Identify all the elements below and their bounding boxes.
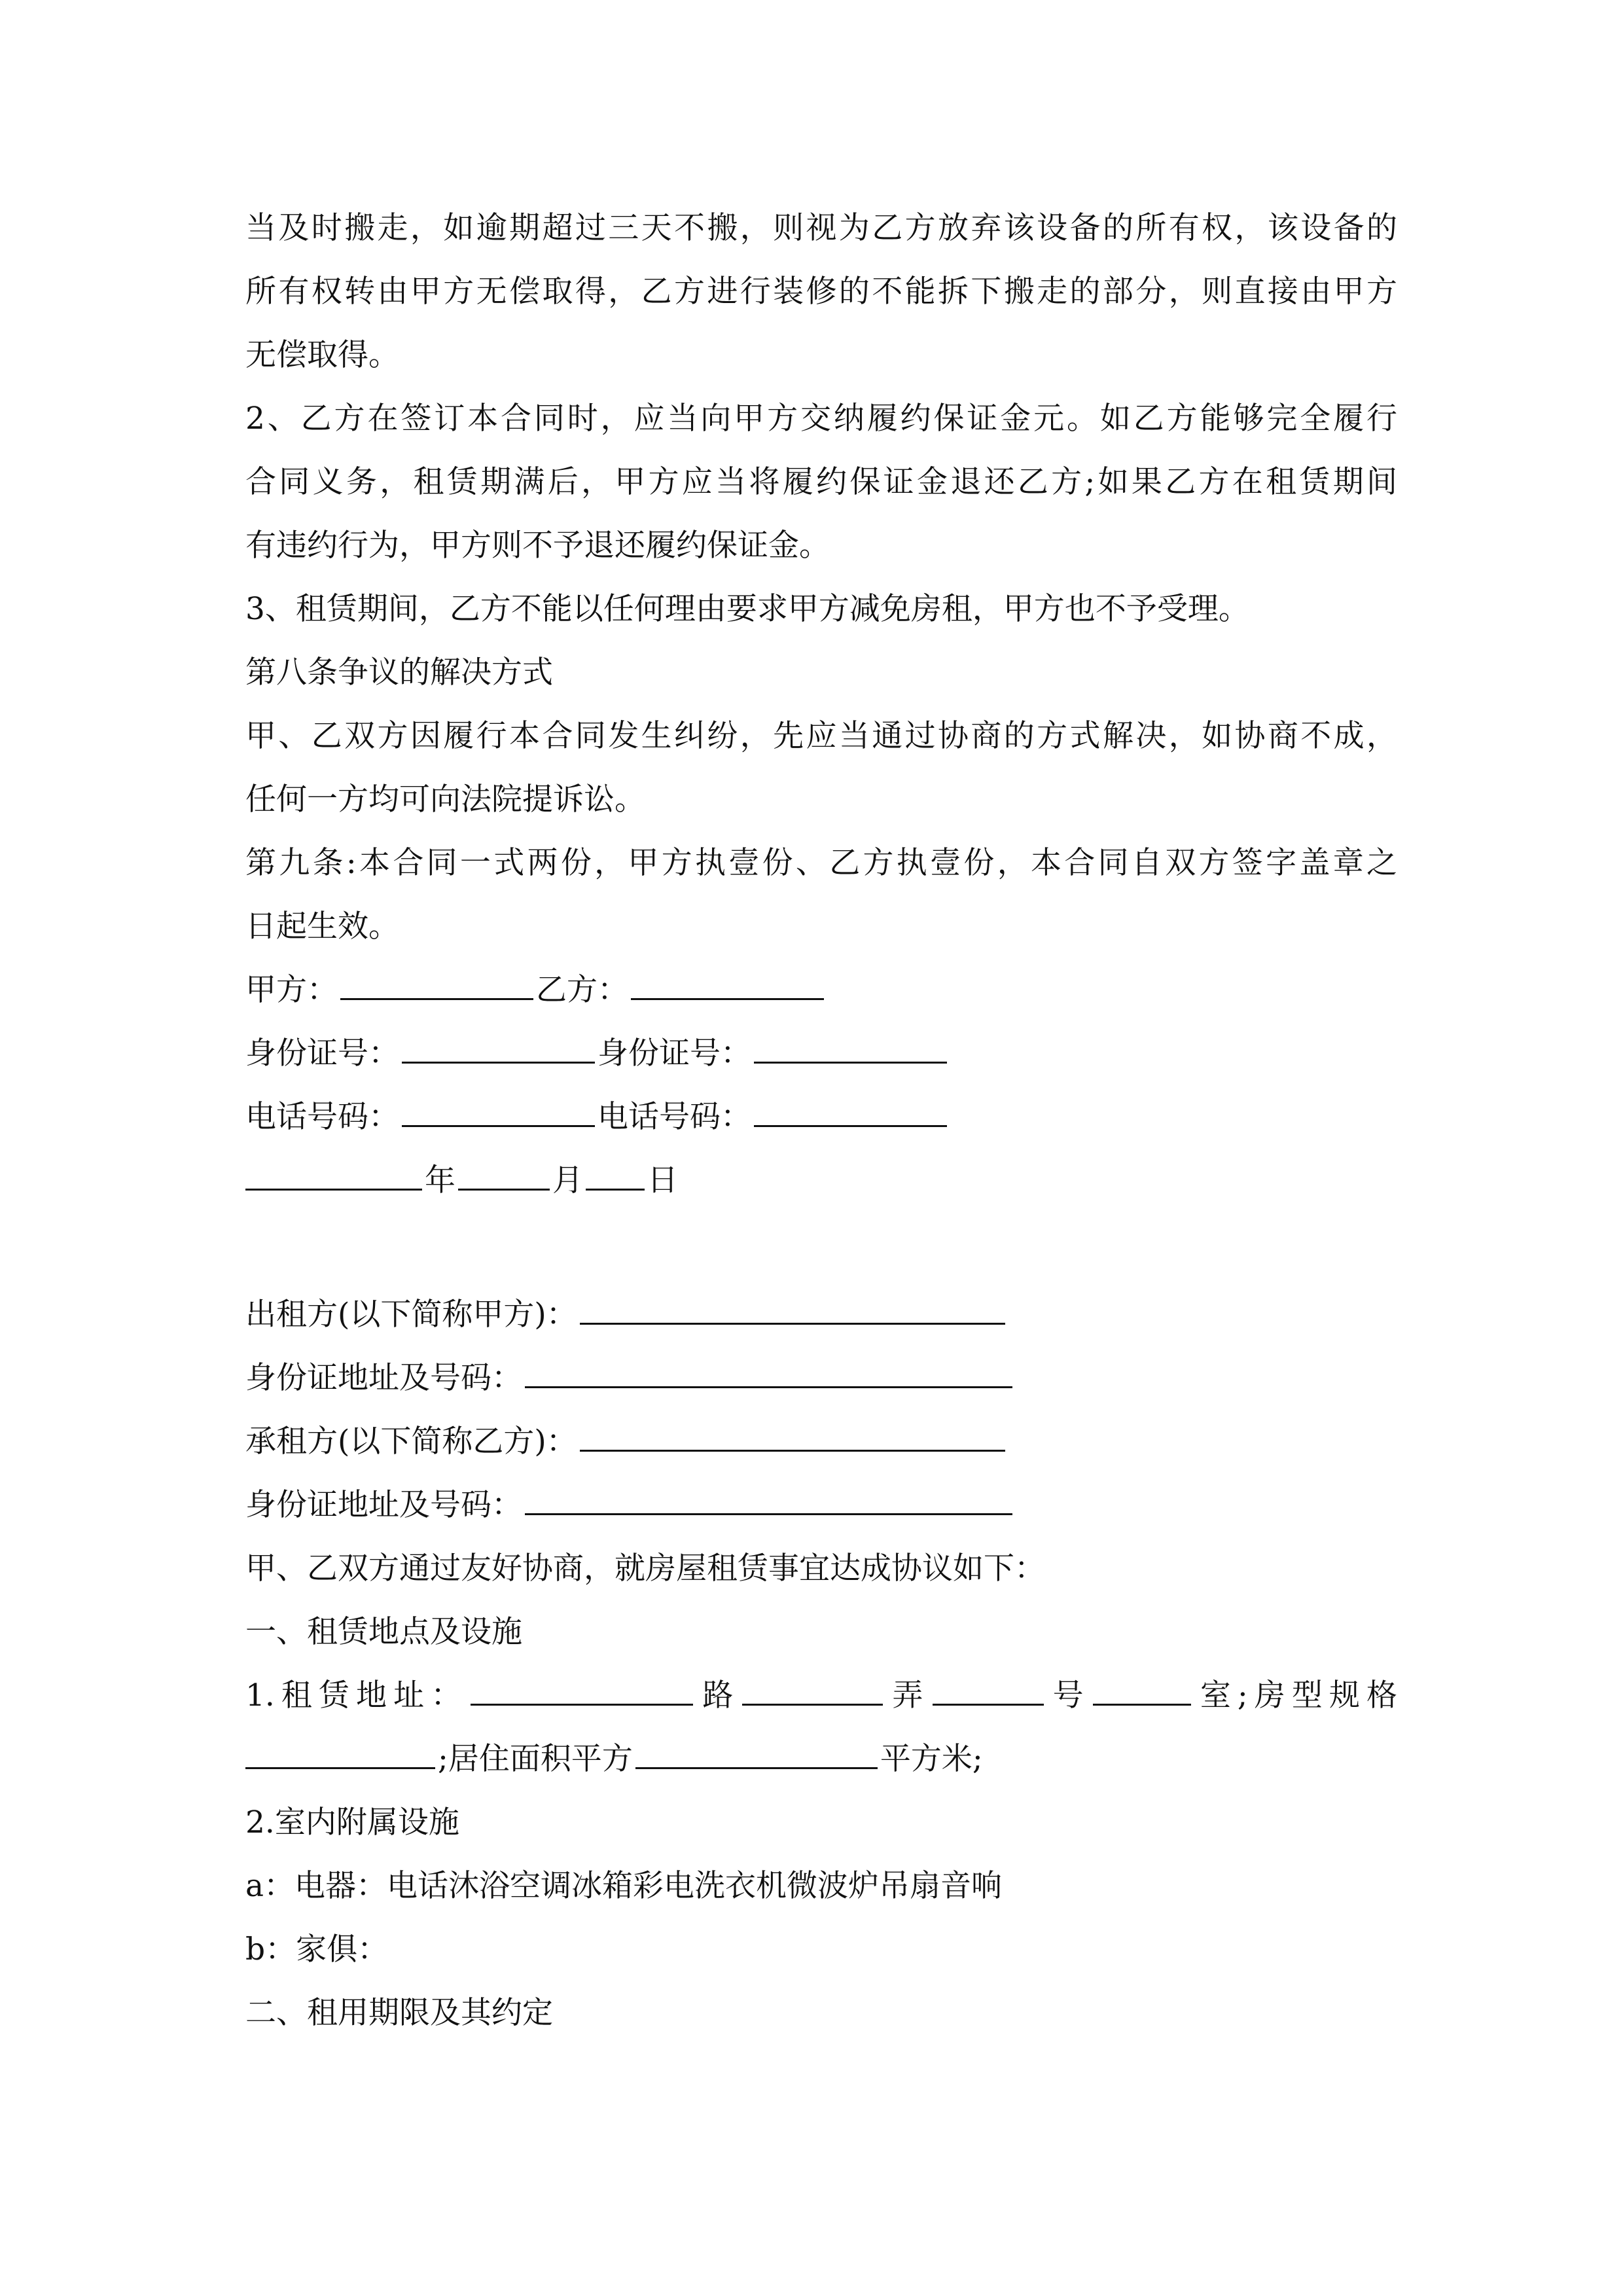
- paragraph-line: 有违约行为，甲方则不予退还履约保证金。: [245, 528, 830, 564]
- id-address-label: 身份证地址及号码：: [245, 1360, 522, 1396]
- signature-phone-row: [245, 1085, 950, 1149]
- article-9-line: 日起生效。: [245, 908, 399, 944]
- year-blank[interactable]: [245, 1155, 422, 1191]
- area-blank[interactable]: [635, 1733, 878, 1769]
- area-row: [245, 1727, 983, 1791]
- month-label: 月: [552, 1162, 583, 1198]
- lessee-id-blank[interactable]: [525, 1479, 1012, 1515]
- phone-label: 电话号码：: [597, 1099, 751, 1135]
- phone-a-blank[interactable]: [402, 1091, 595, 1127]
- lessor-label: 出租方(以下简称甲方)：: [245, 1297, 577, 1333]
- address-blank[interactable]: [471, 1670, 693, 1706]
- lessor-id-row: [245, 1346, 1015, 1410]
- signature-party-row: [245, 958, 827, 1022]
- paragraph-line: 3、租赁期间，乙方不能以任何理由要求甲方减免房租，甲方也不予受理。: [245, 591, 1249, 627]
- lessor-id-blank[interactable]: [525, 1352, 1012, 1388]
- lessee-blank[interactable]: [580, 1416, 1005, 1452]
- intro-line: 甲、乙双方通过友好协商，就房屋租赁事宜达成协议如下：: [245, 1551, 1045, 1587]
- id-label: 身份证号：: [597, 1035, 751, 1071]
- id-address-label: 身份证地址及号码：: [245, 1487, 522, 1523]
- lessee-id-row: [245, 1473, 1015, 1537]
- number-blank[interactable]: [1093, 1670, 1191, 1706]
- room-type-blank[interactable]: [245, 1733, 435, 1769]
- address-label: 1.租赁地址：: [245, 1677, 469, 1713]
- id-b-blank[interactable]: [754, 1028, 947, 1064]
- day-label: 日: [647, 1162, 678, 1198]
- paragraph-line: 当及时搬走，如逾期超过三天不搬，则视为乙方放弃该设备的所有权，该设备的: [245, 210, 1397, 246]
- id-a-blank[interactable]: [402, 1028, 595, 1064]
- lessor-blank[interactable]: [580, 1289, 1005, 1325]
- area-label: ;居住面积平方: [438, 1741, 633, 1777]
- lane-label: 弄: [885, 1677, 930, 1713]
- party-b-blank[interactable]: [631, 964, 824, 1000]
- paragraph-line: 无偿取得。: [245, 337, 399, 373]
- section-2-title: 二、租用期限及其约定: [245, 1995, 553, 2031]
- phone-label: 电话号码：: [245, 1099, 399, 1135]
- signature-id-row: [245, 1022, 950, 1085]
- month-blank[interactable]: [458, 1155, 550, 1191]
- signature-date-row: [245, 1149, 678, 1212]
- party-a-label: 甲方：: [245, 972, 338, 1008]
- phone-b-blank[interactable]: [754, 1091, 947, 1127]
- appliances-line: a：电器：电话沐浴空调冰箱彩电洗衣机微波炉吊扇音响: [245, 1868, 1003, 1904]
- number-label: 号: [1046, 1677, 1090, 1713]
- lessor-row: [245, 1283, 1008, 1346]
- lessee-label: 承租方(以下简称乙方)：: [245, 1424, 577, 1460]
- party-a-blank[interactable]: [340, 964, 533, 1000]
- article-8-title: 第八条争议的解决方式: [245, 655, 553, 691]
- road-blank[interactable]: [742, 1670, 883, 1706]
- furniture-line: b：家俱：: [245, 1931, 389, 1967]
- paragraph-line: 2、乙方在签订本合同时，应当向甲方交纳履约保证金元。如乙方能够完全履行: [245, 401, 1397, 437]
- party-b-label: 乙方：: [536, 972, 628, 1008]
- section-1-title: 一、租赁地点及设施: [245, 1614, 522, 1650]
- id-label: 身份证号：: [245, 1035, 399, 1071]
- facilities-title: 2.室内附属设施: [245, 1804, 459, 1840]
- paragraph-line: 任何一方均可向法院提诉讼。: [245, 781, 645, 817]
- lessee-row: [245, 1410, 1008, 1473]
- paragraph-line: 所有权转由甲方无偿取得，乙方进行装修的不能拆下搬走的部分，则直接由甲方: [245, 274, 1397, 310]
- lane-blank[interactable]: [933, 1670, 1044, 1706]
- area-unit: 平方米;: [880, 1741, 983, 1777]
- paragraph-line: 甲、乙双方因履行本合同发生纠纷，先应当通过协商的方式解决，如协商不成，: [245, 718, 1397, 754]
- road-label: 路: [696, 1677, 740, 1713]
- address-row: [245, 1664, 1397, 1727]
- room-label: 室;房型规格: [1193, 1677, 1398, 1713]
- article-9-line: 第九条:本合同一式两份，甲方执壹份、乙方执壹份，本合同自双方签字盖章之: [245, 845, 1397, 881]
- paragraph-line: 合同义务，租赁期满后，甲方应当将履约保证金退还乙方;如果乙方在租赁期间: [245, 464, 1397, 500]
- year-label: 年: [425, 1162, 455, 1198]
- day-blank[interactable]: [586, 1155, 645, 1191]
